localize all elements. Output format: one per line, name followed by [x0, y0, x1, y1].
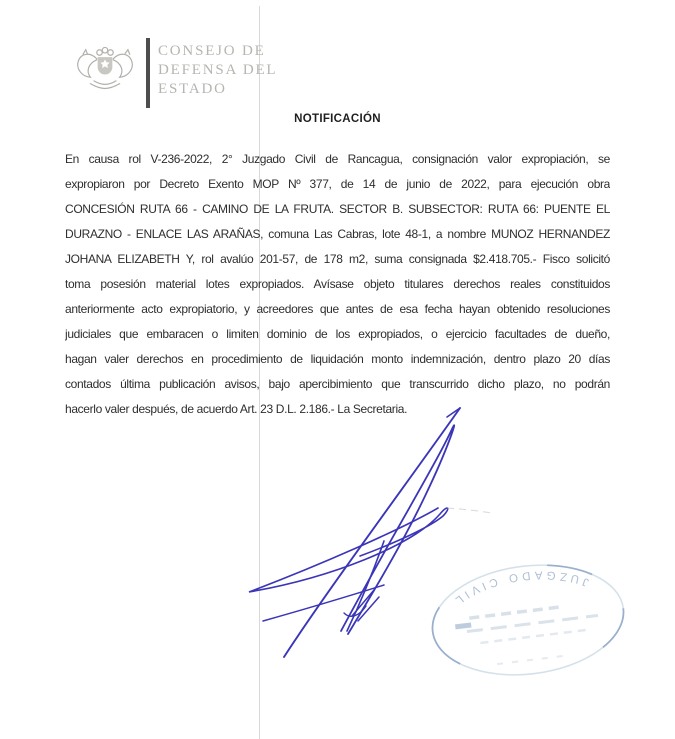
org-name-line: DEFENSA DEL — [158, 62, 278, 78]
org-name-line: ESTADO — [158, 81, 227, 97]
document-title: NOTIFICACIÓN — [294, 112, 381, 125]
body-line: expropiaron por Decreto Exento MOP Nº 377, de 14 de junio de 2022, para ejecución obra — [65, 177, 610, 191]
body-line: hacerlo valer después, de acuerdo Art. 23 D.L. 2.186.- La Secretaria. — [65, 402, 408, 416]
body-line: contados última publicación avisos, bajo apercibimiento que transcurrido dicho plazo, no podrán — [65, 377, 610, 391]
body-line: En causa rol V-236-2022, 2° Juzgado Civil de Rancagua, consignación valor expropiación, se — [65, 152, 610, 166]
body-line: anteriormente acto expropiatorio, y acreedores que antes de esa fecha hayan obtenido resoluciones — [65, 302, 610, 316]
handwritten-signature — [235, 398, 495, 666]
org-name-line: CONSEJO DE — [158, 43, 266, 59]
body-line: judiciales que embaracen o limiten dominio de los expropiados, o ejercicio facultades de dueño, — [65, 327, 610, 341]
body-line: hagan valer derechos en procedimiento de liquidación monto indemnización, dentro plazo 20 días — [65, 352, 610, 366]
body-line: CONCESIÓN RUTA 66 - CAMINO DE LA FRUTA. SECTOR B. SUBSECTOR: RUTA 66: PUENTE EL — [65, 202, 610, 216]
body-line: toma posesión material lotes expropiados. Avísase objeto titulares derechos reales constituidos — [65, 277, 610, 291]
logo-divider — [146, 38, 150, 108]
chile-coat-of-arms-icon — [72, 40, 138, 98]
stamp-arc-text: JUZGADO CIVIL — [449, 568, 591, 609]
org-name — [158, 42, 288, 99]
body-line: DURAZNO - ENLACE LAS ARAÑAS, comuna Las Cabras, lote 48-1, a nombre MUNOZ HERNANDEZ — [65, 227, 610, 241]
document-body — [65, 147, 610, 422]
body-line: JOHANA ELIZABETH Y, rol avalúo 201-57, de 178 m2, suma consignada $2.418.705.- Fisco solicitó — [65, 252, 610, 266]
letterhead — [72, 38, 292, 112]
